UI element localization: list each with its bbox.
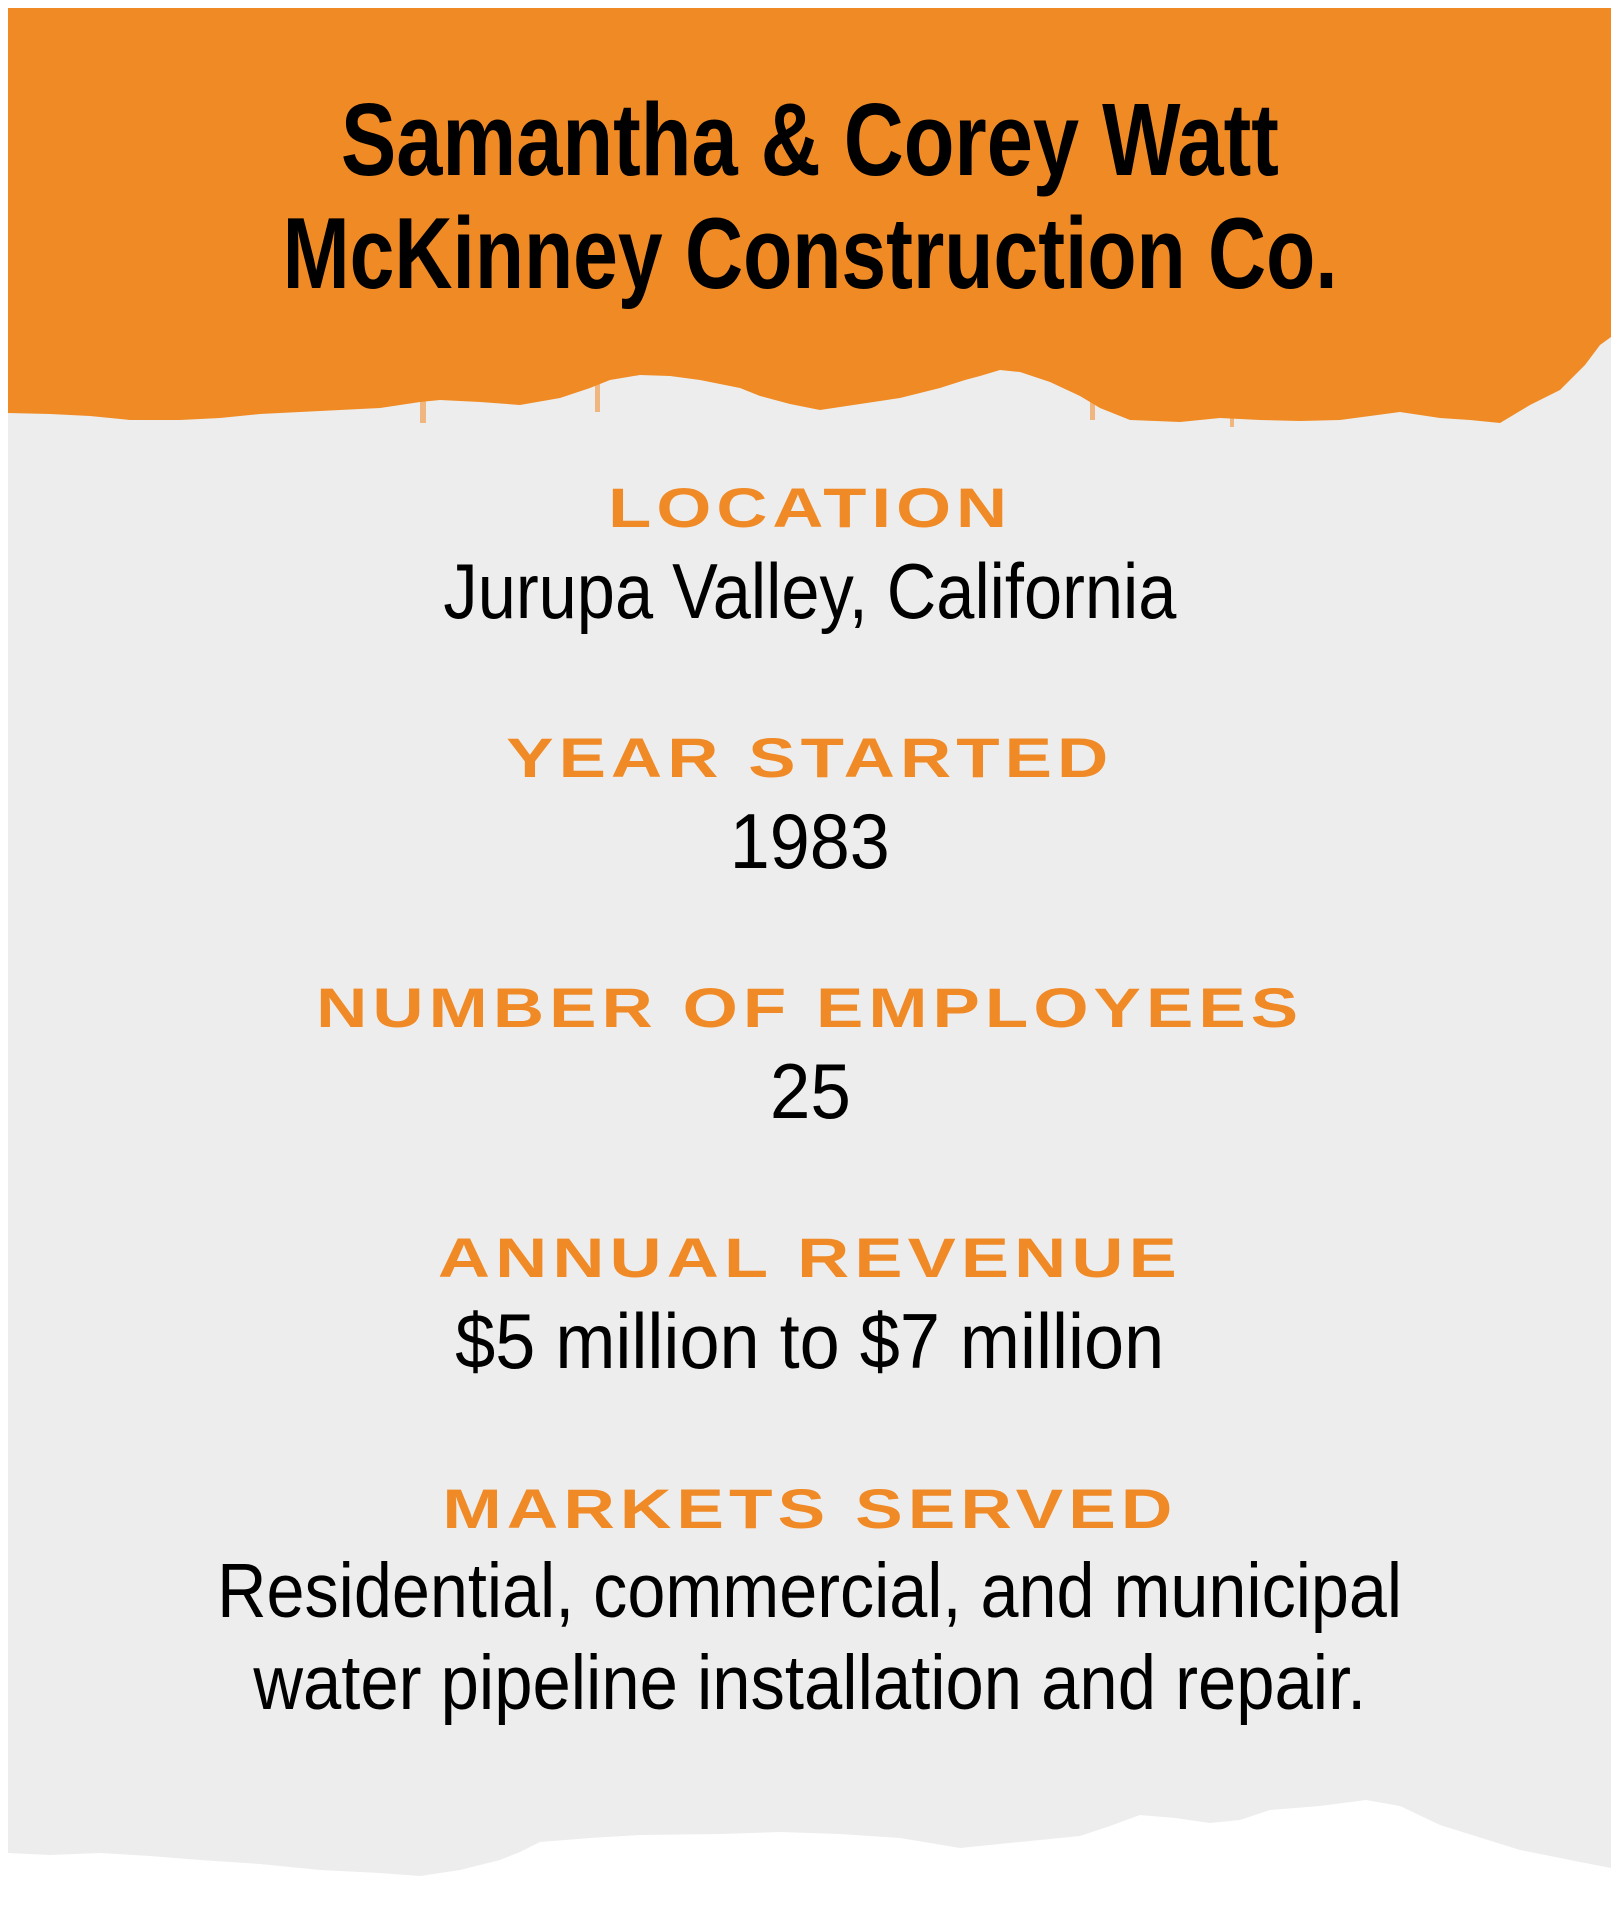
markets-served-label-text: MARKETS SERVED — [442, 1477, 1178, 1540]
annual-revenue-value-text: $5 million to $7 million — [455, 1297, 1165, 1385]
header-title-line-1 — [0, 82, 1620, 197]
markets-served-label — [0, 1477, 1620, 1540]
markets-served-value-text-1: Residential, commercial, and municipal — [217, 1548, 1403, 1634]
employees-value-text: 25 — [769, 1047, 851, 1135]
employees-label — [0, 976, 1620, 1039]
employees-label-text: NUMBER OF EMPLOYEES — [316, 976, 1304, 1039]
markets-served-value-line-2 — [0, 1640, 1620, 1726]
location-label — [0, 476, 1620, 539]
year-started-label-text: YEAR STARTED — [506, 726, 1114, 789]
year-started-value-text: 1983 — [730, 797, 890, 885]
header-title-text-2: McKinney Construction Co. — [282, 198, 1338, 310]
markets-served-value-line-1 — [0, 1548, 1620, 1634]
annual-revenue-label — [0, 1226, 1620, 1289]
header-title-line-2 — [0, 198, 1620, 310]
year-started-value — [0, 797, 1620, 885]
annual-revenue-label-text: ANNUAL REVENUE — [437, 1226, 1182, 1289]
location-value — [0, 547, 1620, 635]
annual-revenue-value — [0, 1297, 1620, 1385]
header-title-text-1: Samantha & Corey Watt — [340, 82, 1279, 197]
markets-served-value-text-2: water pipeline installation and repair. — [253, 1640, 1367, 1726]
year-started-label — [0, 726, 1620, 789]
location-value-text: Jurupa Valley, California — [443, 547, 1177, 635]
employees-value — [0, 1047, 1620, 1135]
location-label-text: LOCATION — [607, 476, 1012, 539]
